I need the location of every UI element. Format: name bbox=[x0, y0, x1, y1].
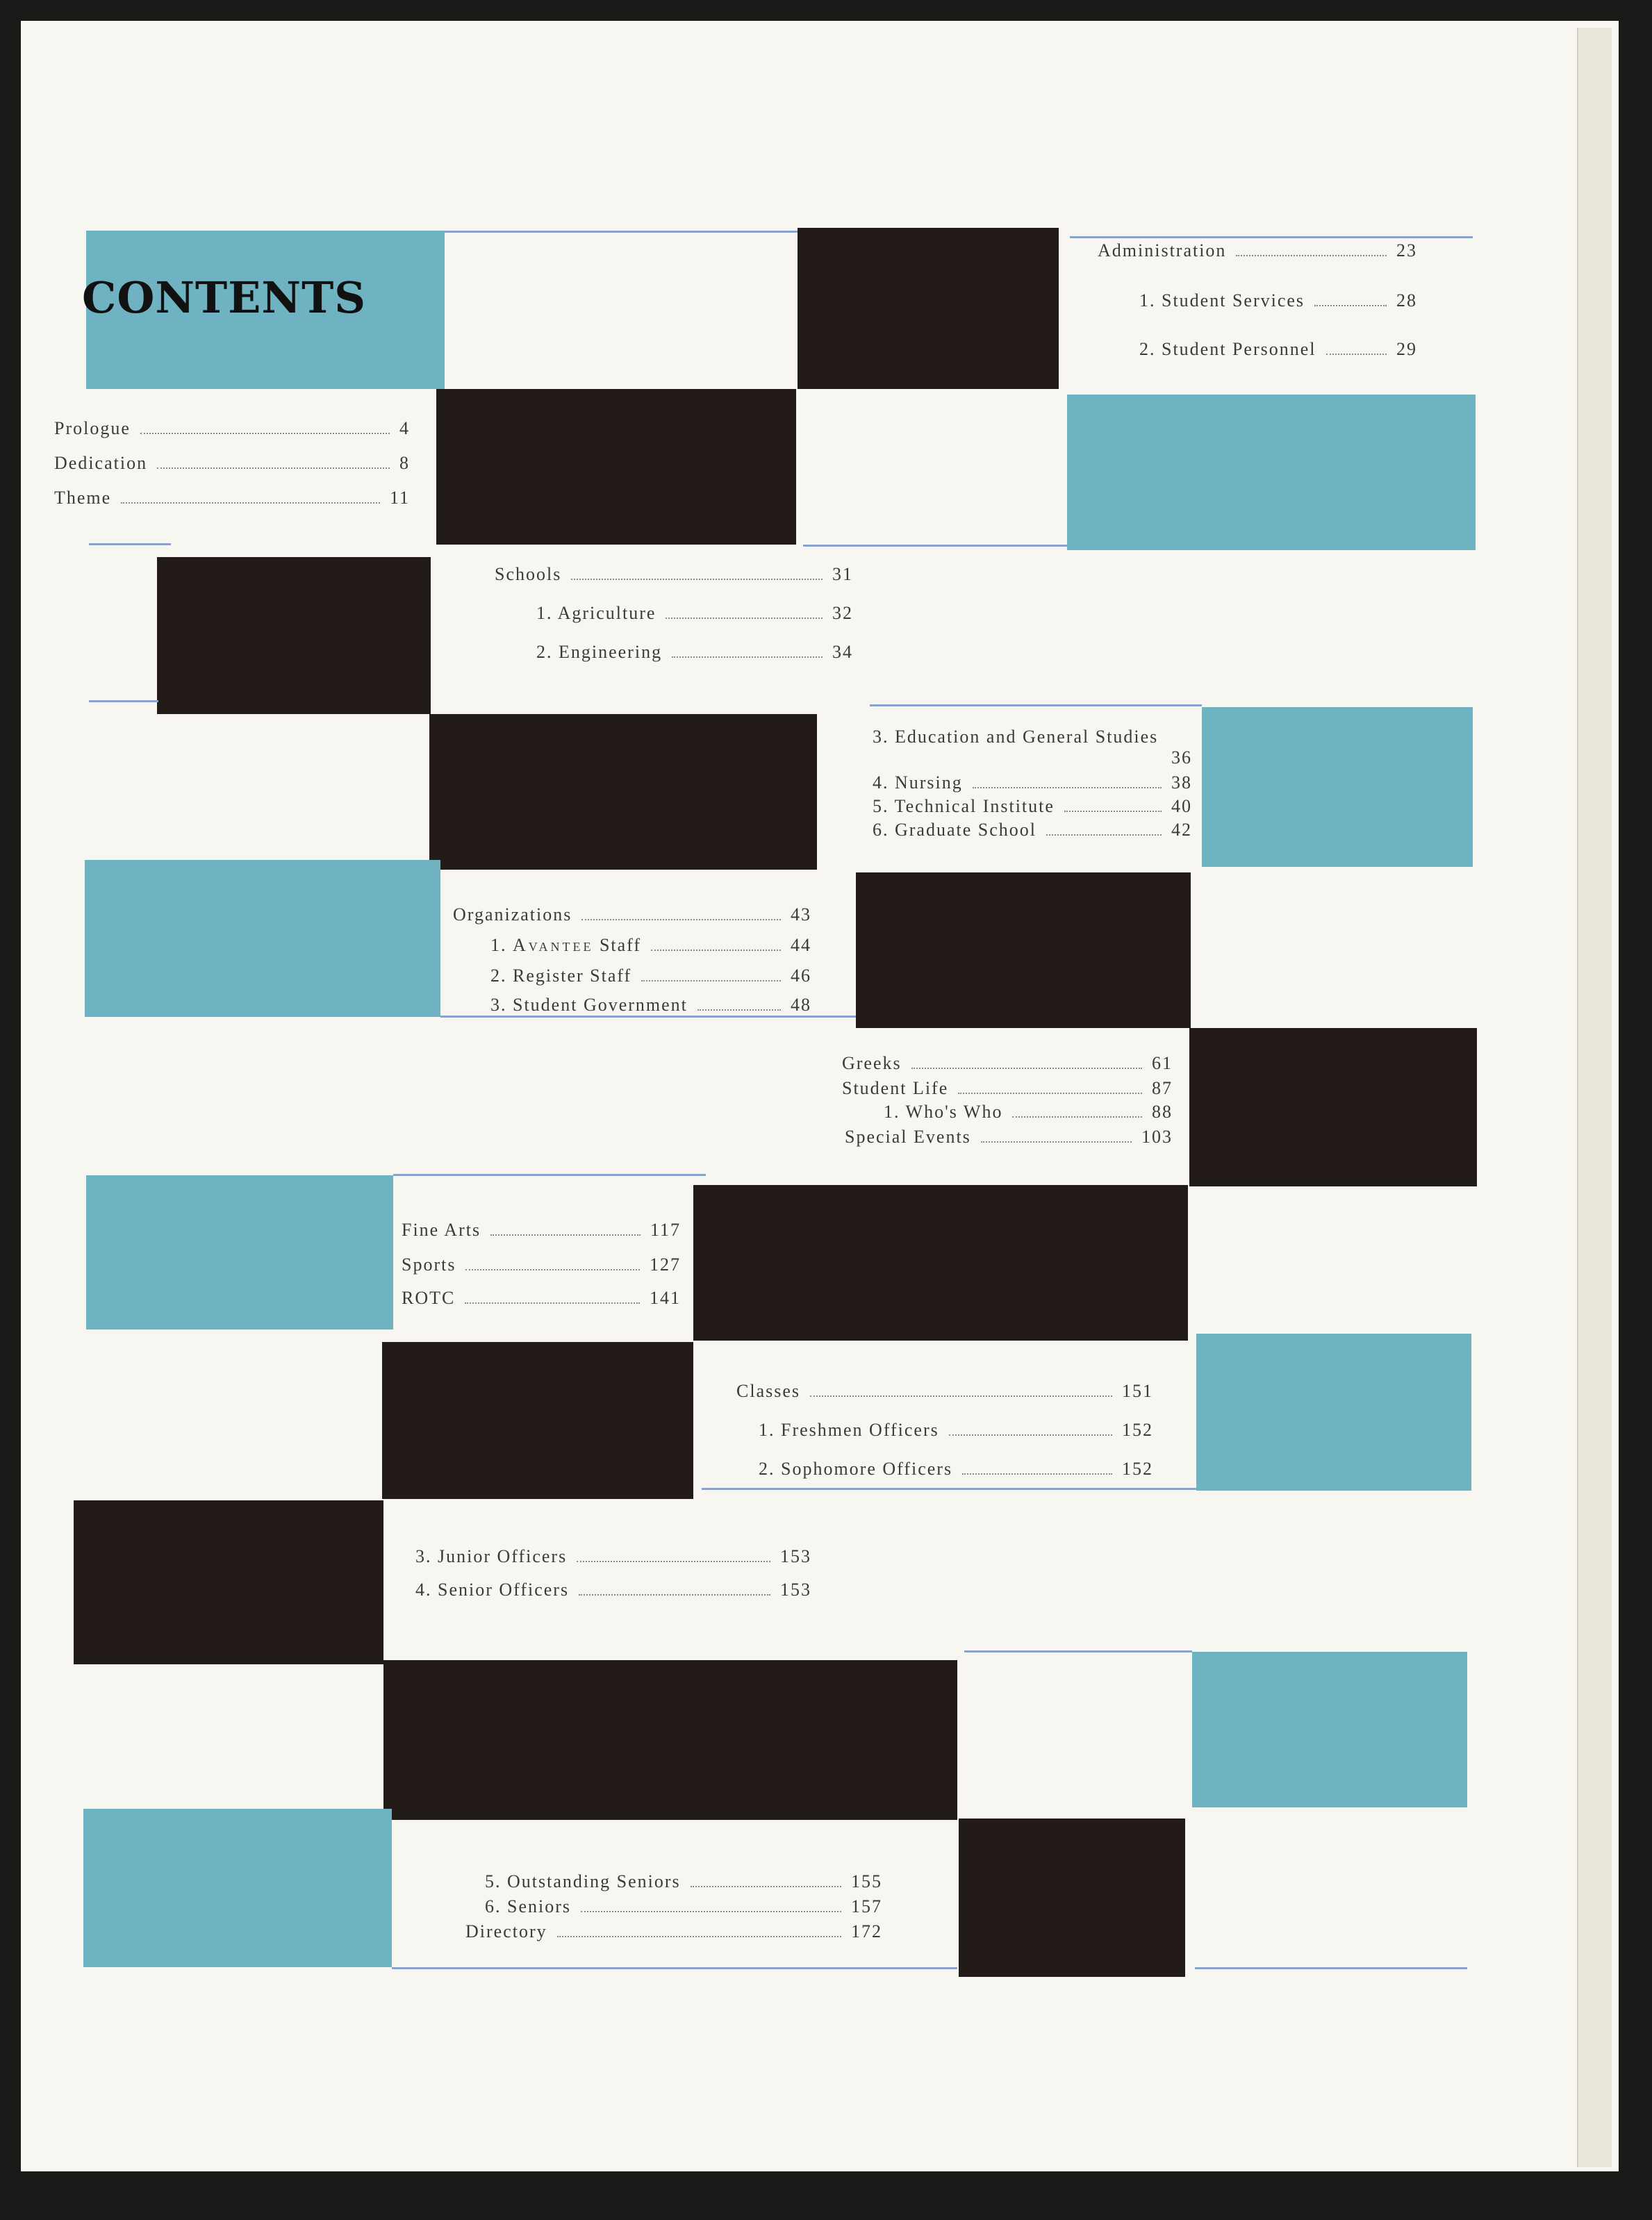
black-block bbox=[157, 557, 431, 714]
toc-entry-education[interactable] bbox=[873, 727, 1192, 768]
toc-page: 157 bbox=[851, 1896, 882, 1916]
dot-leader bbox=[571, 579, 823, 580]
toc-label: Theme bbox=[54, 488, 112, 508]
blue-block bbox=[1067, 395, 1476, 550]
toc-page: 152 bbox=[1122, 1459, 1153, 1479]
toc-label: 5. Technical Institute bbox=[873, 796, 1055, 816]
blue-block bbox=[85, 860, 440, 1017]
toc-entry-register-staff[interactable] bbox=[490, 966, 811, 986]
dot-leader bbox=[577, 1561, 770, 1562]
dot-leader bbox=[581, 1911, 841, 1912]
toc-entry-technical[interactable] bbox=[873, 796, 1192, 817]
dot-leader bbox=[1012, 1116, 1142, 1118]
toc-page: 32 bbox=[832, 603, 853, 623]
dot-leader bbox=[641, 980, 781, 981]
rule-line bbox=[440, 1016, 856, 1018]
toc-entry-administration[interactable] bbox=[1098, 240, 1417, 261]
toc-label: 2. Register Staff bbox=[490, 966, 632, 986]
toc-entry-nursing[interactable] bbox=[873, 772, 1192, 793]
toc-page: 172 bbox=[851, 1921, 882, 1941]
toc-entry-directory[interactable] bbox=[465, 1921, 882, 1942]
toc-entry-agriculture[interactable] bbox=[536, 603, 853, 624]
rule-line bbox=[392, 1967, 957, 1969]
toc-page: 40 bbox=[1171, 796, 1192, 816]
toc-page: 11 bbox=[389, 488, 410, 508]
dot-leader bbox=[579, 1594, 770, 1596]
toc-label bbox=[490, 935, 648, 956]
dot-leader bbox=[1064, 811, 1162, 812]
toc-label: 3. Junior Officers bbox=[415, 1546, 568, 1566]
toc-page: 36 bbox=[1171, 747, 1192, 768]
black-block bbox=[959, 1819, 1185, 1977]
blue-block bbox=[1196, 1334, 1471, 1491]
dot-leader bbox=[465, 1269, 640, 1270]
avantee-number: 1. bbox=[490, 935, 507, 955]
toc-label: Greeks bbox=[842, 1053, 902, 1073]
toc-label: 4. Senior Officers bbox=[415, 1580, 570, 1600]
toc-page: 48 bbox=[791, 995, 811, 1015]
toc-label: Fine Arts bbox=[402, 1220, 481, 1240]
dot-leader bbox=[651, 950, 781, 951]
toc-entry-organizations[interactable] bbox=[453, 904, 811, 925]
toc-entry-schools[interactable] bbox=[495, 564, 853, 585]
toc-entry-theme[interactable] bbox=[54, 488, 410, 508]
rule-line bbox=[445, 231, 798, 233]
toc-page: 88 bbox=[1152, 1102, 1173, 1122]
toc-page: 103 bbox=[1141, 1127, 1173, 1147]
toc-page: 151 bbox=[1122, 1381, 1153, 1401]
dot-leader bbox=[697, 1009, 781, 1011]
rule-line bbox=[803, 545, 1067, 547]
toc-page: 43 bbox=[791, 904, 811, 925]
binding-edge bbox=[1577, 28, 1612, 2167]
dot-leader bbox=[121, 502, 380, 504]
toc-label: 1. Agriculture bbox=[536, 603, 656, 623]
black-block bbox=[74, 1500, 383, 1664]
black-block bbox=[798, 228, 1059, 389]
dot-leader bbox=[1046, 834, 1162, 836]
toc-page: 127 bbox=[650, 1254, 681, 1275]
toc-entry-special-events[interactable] bbox=[845, 1127, 1173, 1148]
toc-entry-student-government[interactable] bbox=[490, 995, 811, 1016]
dot-leader bbox=[981, 1141, 1132, 1143]
black-block bbox=[383, 1660, 957, 1820]
toc-label: Classes bbox=[736, 1381, 800, 1401]
dot-leader bbox=[973, 787, 1162, 788]
toc-label: 2. Engineering bbox=[536, 642, 663, 662]
toc-entry-student-services[interactable] bbox=[1139, 290, 1417, 311]
black-block bbox=[693, 1185, 1188, 1341]
toc-entry-avantee-staff[interactable] bbox=[490, 935, 811, 956]
rule-line bbox=[702, 1488, 1196, 1490]
rule-line bbox=[89, 700, 158, 702]
toc-page: 23 bbox=[1396, 240, 1417, 260]
toc-entry-seniors[interactable] bbox=[485, 1896, 882, 1917]
dot-leader bbox=[810, 1395, 1112, 1397]
dot-leader bbox=[581, 919, 781, 920]
toc-entry-fine-arts[interactable] bbox=[402, 1220, 681, 1241]
toc-label: Schools bbox=[495, 564, 562, 584]
dot-leader bbox=[958, 1093, 1142, 1094]
dot-leader bbox=[490, 1234, 641, 1236]
toc-page: 44 bbox=[791, 935, 811, 955]
rule-line bbox=[1070, 236, 1473, 238]
dot-leader bbox=[157, 467, 390, 469]
toc-entry-greeks[interactable] bbox=[842, 1053, 1173, 1074]
dot-leader bbox=[1314, 305, 1387, 306]
toc-label: 2. Student Personnel bbox=[1139, 339, 1316, 359]
toc-entry-outstanding-seniors[interactable] bbox=[485, 1871, 882, 1892]
toc-entry-student-personnel[interactable] bbox=[1139, 339, 1417, 360]
toc-label: 1. Freshmen Officers bbox=[759, 1420, 939, 1440]
toc-entry-dedication[interactable] bbox=[54, 453, 410, 474]
toc-label: 3. Student Government bbox=[490, 995, 688, 1015]
blue-block bbox=[86, 1175, 393, 1329]
toc-page: 4 bbox=[399, 418, 410, 438]
dot-leader bbox=[962, 1473, 1112, 1475]
toc-label: Directory bbox=[465, 1921, 547, 1941]
toc-label: 1. Student Services bbox=[1139, 290, 1305, 310]
toc-entry-junior-officers[interactable] bbox=[415, 1546, 811, 1567]
toc-page: 153 bbox=[780, 1546, 811, 1566]
dot-leader bbox=[666, 618, 823, 619]
toc-entry-senior-officers[interactable] bbox=[415, 1580, 811, 1600]
dot-leader bbox=[140, 433, 390, 434]
toc-entry-sports[interactable] bbox=[402, 1254, 681, 1275]
black-block bbox=[382, 1342, 693, 1499]
toc-entry-freshmen-officers[interactable] bbox=[759, 1420, 1153, 1441]
blue-block bbox=[1192, 1652, 1467, 1807]
toc-label: 6. Seniors bbox=[485, 1896, 571, 1916]
toc-label: Organizations bbox=[453, 904, 572, 925]
blue-block bbox=[83, 1809, 392, 1967]
toc-label: 1. Who's Who bbox=[884, 1102, 1003, 1122]
avantee-name: Avantee bbox=[513, 935, 594, 955]
toc-entry-student-life[interactable] bbox=[842, 1078, 1173, 1099]
toc-entry-whos-who[interactable] bbox=[884, 1102, 1173, 1123]
blue-block bbox=[1202, 707, 1473, 867]
toc-entry-classes[interactable] bbox=[736, 1381, 1153, 1402]
toc-entry-rotc[interactable] bbox=[402, 1288, 681, 1309]
rule-line bbox=[1195, 1967, 1467, 1969]
rule-line bbox=[89, 543, 171, 545]
dot-leader bbox=[1236, 255, 1387, 256]
toc-label: Sports bbox=[402, 1254, 456, 1275]
toc-label: 5. Outstanding Seniors bbox=[485, 1871, 681, 1891]
toc-page: 61 bbox=[1152, 1053, 1173, 1073]
toc-entry-graduate[interactable] bbox=[873, 820, 1192, 840]
black-block bbox=[436, 389, 796, 545]
dot-leader bbox=[465, 1302, 640, 1304]
dot-leader bbox=[691, 1886, 841, 1887]
dot-leader bbox=[557, 1936, 841, 1937]
toc-page: 117 bbox=[650, 1220, 681, 1240]
page-title: CONTENTS bbox=[82, 272, 367, 323]
toc-label: 4. Nursing bbox=[873, 772, 963, 793]
dot-leader bbox=[672, 656, 823, 658]
toc-page: 31 bbox=[832, 564, 853, 584]
toc-entry-sophomore-officers[interactable] bbox=[759, 1459, 1153, 1480]
toc-page: 155 bbox=[851, 1871, 882, 1891]
toc-label: 2. Sophomore Officers bbox=[759, 1459, 953, 1479]
toc-page: 152 bbox=[1122, 1420, 1153, 1440]
rule-line bbox=[393, 1174, 706, 1176]
rule-line bbox=[870, 704, 1202, 706]
toc-label: Prologue bbox=[54, 418, 131, 438]
toc-entry-engineering[interactable] bbox=[536, 642, 853, 663]
toc-page: 38 bbox=[1171, 772, 1192, 793]
toc-label: 3. Education and General Studies bbox=[873, 727, 1159, 747]
toc-page: 28 bbox=[1396, 290, 1417, 310]
toc-page: 34 bbox=[832, 642, 853, 662]
avantee-staff-word: Staff bbox=[599, 935, 642, 955]
toc-label: Special Events bbox=[845, 1127, 971, 1147]
black-block bbox=[429, 714, 817, 870]
toc-page: 29 bbox=[1396, 339, 1417, 359]
toc-label: Student Life bbox=[842, 1078, 949, 1098]
toc-label: Dedication bbox=[54, 453, 148, 473]
toc-page: 87 bbox=[1152, 1078, 1173, 1098]
dot-leader bbox=[1326, 354, 1387, 355]
toc-page: 8 bbox=[399, 453, 410, 473]
toc-page: 46 bbox=[791, 966, 811, 986]
dot-leader bbox=[949, 1434, 1112, 1436]
black-block bbox=[856, 872, 1191, 1028]
toc-label: 6. Graduate School bbox=[873, 820, 1037, 840]
black-block bbox=[1189, 1028, 1477, 1186]
dot-leader bbox=[911, 1068, 1142, 1069]
toc-label: ROTC bbox=[402, 1288, 456, 1308]
toc-page: 153 bbox=[780, 1580, 811, 1600]
toc-page: 141 bbox=[650, 1288, 681, 1308]
toc-entry-prologue[interactable] bbox=[54, 418, 410, 439]
toc-label: Administration bbox=[1098, 240, 1227, 260]
toc-page: 42 bbox=[1171, 820, 1192, 840]
rule-line bbox=[964, 1650, 1192, 1652]
